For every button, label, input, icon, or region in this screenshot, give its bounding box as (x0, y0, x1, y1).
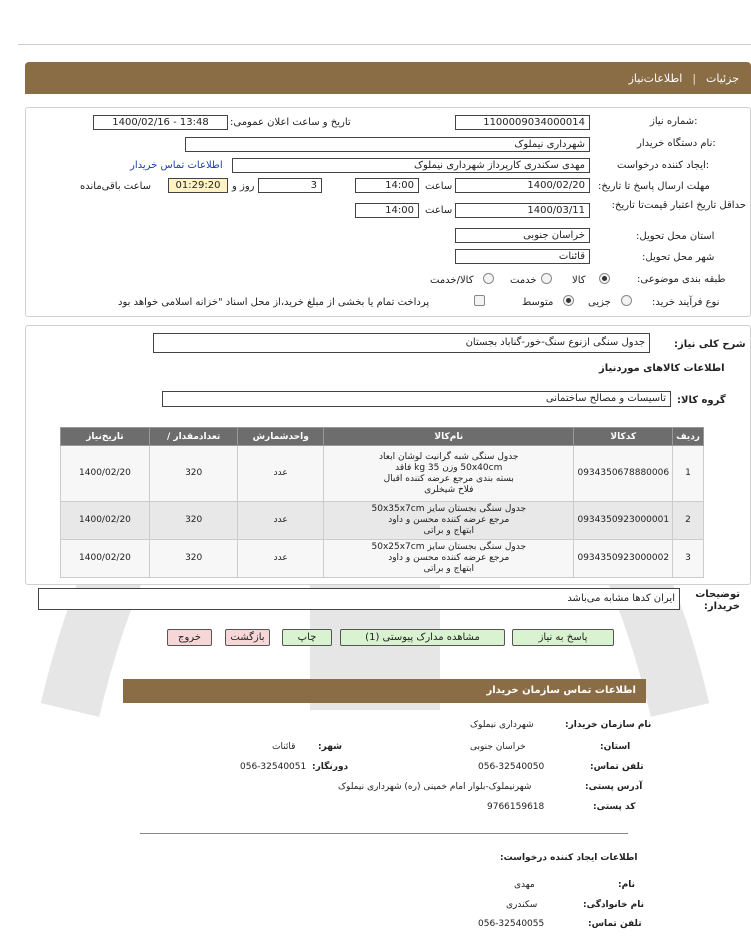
table-row[interactable] (61, 446, 704, 502)
table-row[interactable] (61, 540, 704, 578)
treasury-checkbox[interactable] (474, 295, 485, 306)
validity-time-field: 14:00 (355, 203, 419, 218)
process-medium-label: متوسط (522, 297, 554, 308)
summary-label: شرح کلی نیاز: (674, 339, 746, 350)
summary-field: جدول سنگی ازنوع سنگ-خور-گناباد بجستان (153, 333, 650, 353)
address-value: شهرنیملوک-بلوار امام خمینی (ره) شهرداری نیملوک (338, 782, 532, 792)
category-label: طبقه بندی موضوعی: (637, 274, 726, 285)
col-code: کدکالا (574, 428, 673, 446)
row-code: 0934350923000002 (574, 540, 673, 578)
buyer-label: نام دستگاه خریدار: (637, 138, 716, 149)
process-partial-label: جزیی (588, 297, 611, 308)
need-no-label: شماره نیاز: (650, 116, 698, 127)
row-name-line: ابتهاج و براتی (423, 526, 474, 536)
name-value: مهدی (514, 880, 535, 890)
category-goods-service-radio[interactable] (483, 273, 494, 284)
city-value-c: قائنات (272, 742, 296, 752)
org-label: نام سازمان خریدار: (565, 720, 652, 730)
deadline-label: مهلت ارسال پاسخ تا تاریخ: (598, 181, 710, 192)
row-code: 0934350678880006 (574, 446, 673, 502)
row-idx: 2 (673, 502, 704, 540)
row-name-line: جدول سنگی شبه گرانیت لوشان ابعاد (379, 451, 519, 462)
row-name (324, 446, 574, 502)
announce-field: 1400/02/16 - 13:48 (93, 115, 228, 130)
back-button[interactable]: بازگشت (225, 629, 270, 646)
row-qty: 320 (149, 502, 237, 540)
treasury-note: پرداخت تمام یا بخشی از مبلغ خرید،از محل اسناد "خزانه اسلامی خواهد بود (118, 297, 430, 308)
creator-phone-label: تلفن تماس: (588, 919, 642, 929)
tab-needs[interactable]: اطلاعات‌نیاز (628, 71, 683, 85)
contact-divider (140, 833, 628, 834)
row-name (324, 540, 574, 578)
row-idx: 1 (673, 446, 704, 502)
days-field: 3 (258, 178, 322, 193)
row-name-line: مرجع عرضه کننده محسن و داود (388, 553, 510, 563)
buyer-field: شهرداری نیملوک (185, 137, 590, 152)
tab-bar (25, 62, 751, 94)
validity-date-field: 1400/03/11 (455, 203, 590, 218)
category-goods-service-label: کالا/خدمت (430, 275, 474, 286)
row-name-line: جدول سنگی بجستان سایز 50x25x7cm (371, 542, 527, 552)
row-date: 1400/02/20 (61, 502, 150, 540)
row-qty: 320 (149, 446, 237, 502)
row-name-line: فلاح شیخلری (424, 484, 474, 495)
row-name-line: 50x40cm وزن 35 kg فاقد (395, 462, 503, 473)
tab-separator: | (692, 71, 697, 85)
phone-value: 056-32540050 (478, 762, 545, 772)
city-label: شهر محل تحویل: (642, 252, 715, 263)
province-label: استان محل تحویل: (636, 231, 715, 242)
name-label: نام: (618, 880, 635, 890)
row-qty: 320 (149, 540, 237, 578)
family-value: سکندری (506, 900, 538, 910)
row-name-line: ابتهاج و براتی (423, 564, 474, 574)
fax-label: دورنگار: (312, 762, 349, 772)
deadline-time-field: 14:00 (355, 178, 419, 193)
row-name-line: بسته بندی مرجع عرضه کننده اقبال (383, 473, 514, 484)
process-partial-radio[interactable] (621, 295, 632, 306)
row-name-line: مرجع عرضه کننده محسن و داود (388, 515, 510, 525)
goods-info-heading: اطلاعات کالاهای موردنیاز (599, 363, 725, 374)
items-table-wrap (60, 427, 704, 578)
city-label-c: شهر: (318, 742, 342, 752)
validity-time-label: ساعت (425, 205, 453, 216)
print-button[interactable]: چاپ (282, 629, 332, 646)
notes-label: توضیحات خریدار: (695, 589, 740, 612)
row-unit: عدد (238, 502, 324, 540)
postal-label: کد پستی: (593, 802, 636, 812)
col-idx: ردیف (673, 428, 704, 446)
row-idx: 3 (673, 540, 704, 578)
postal-value: 9766159618 (487, 802, 545, 812)
row-name-line: جدول سنگی بجستان سایز 50x35x7cm (371, 504, 527, 514)
col-unit: واحدشمارش (238, 428, 324, 446)
reply-button[interactable]: پاسخ به نیاز (512, 629, 614, 646)
row-date: 1400/02/20 (61, 446, 150, 502)
contact-section-header: اطلاعات تماس سازمان خریدار (123, 679, 646, 703)
deadline-date-field: 1400/02/20 (455, 178, 590, 193)
row-name (324, 502, 574, 540)
creator-label: ایجاد کننده درخواست: (617, 160, 710, 171)
row-unit: عدد (238, 540, 324, 578)
category-service-radio[interactable] (541, 273, 552, 284)
items-table (60, 427, 704, 578)
category-goods-label: کالا (572, 275, 586, 286)
fax-value: 056-32540051 (240, 762, 307, 772)
need-no-field: 1100009034000014 (455, 115, 590, 130)
province-value-c: خراسان جنوبی (470, 742, 526, 752)
exit-button[interactable]: خروج (167, 629, 212, 646)
creator-info-heading: اطلاعات ایجاد کننده درخواست: (500, 853, 638, 863)
row-code: 0934350923000001 (574, 502, 673, 540)
notes-field: ایران کدها مشابه می‌باشد (38, 588, 680, 610)
row-unit: عدد (238, 446, 324, 502)
address-label: آدرس پستی: (585, 782, 643, 792)
group-label: گروه کالا: (677, 395, 726, 406)
org-value: شهرداری نیملوک (470, 720, 534, 730)
city-field: قائنات (455, 249, 590, 264)
validity-label: حداقل تاریخ اعتبار قیمت‌تا تاریخ: (611, 200, 746, 211)
days-label: روز و (232, 181, 255, 192)
family-label: نام خانوادگی: (583, 900, 645, 910)
province-label-c: استان: (600, 742, 631, 752)
creator-field: مهدی سکندری کارپرداز شهرداری نیملوک (232, 158, 590, 173)
remaining-time-field: 01:29:20 (168, 178, 228, 193)
announce-label: تاریخ و ساعت اعلان عمومی: (230, 117, 351, 128)
col-date: تاریخ‌نیاز (61, 428, 150, 446)
table-row[interactable] (61, 502, 704, 540)
process-medium-radio[interactable] (563, 295, 574, 306)
col-qty: تعدادمقدار / (149, 428, 237, 446)
tab-details[interactable]: جزئیات (706, 71, 739, 85)
row-date: 1400/02/20 (61, 540, 150, 578)
process-label: نوع فرآیند خرید: (652, 297, 720, 308)
category-goods-radio[interactable] (599, 273, 610, 284)
contact-info-link[interactable]: اطلاعات تماس خریدار (130, 160, 223, 171)
deadline-time-label: ساعت (425, 181, 453, 192)
col-name: نام‌کالا (324, 428, 574, 446)
view-docs-button[interactable]: مشاهده مدارک پیوستی (1) (340, 629, 505, 646)
phone-label: تلفن تماس: (590, 762, 644, 772)
province-field: خراسان جنوبی (455, 228, 590, 243)
group-field: تاسیسات و مصالح ساختمانی (162, 391, 671, 407)
remaining-label: ساعت باقی‌مانده (80, 181, 152, 192)
creator-phone-value: 056-32540055 (478, 919, 545, 929)
category-service-label: خدمت (510, 275, 537, 286)
top-divider (18, 44, 751, 45)
